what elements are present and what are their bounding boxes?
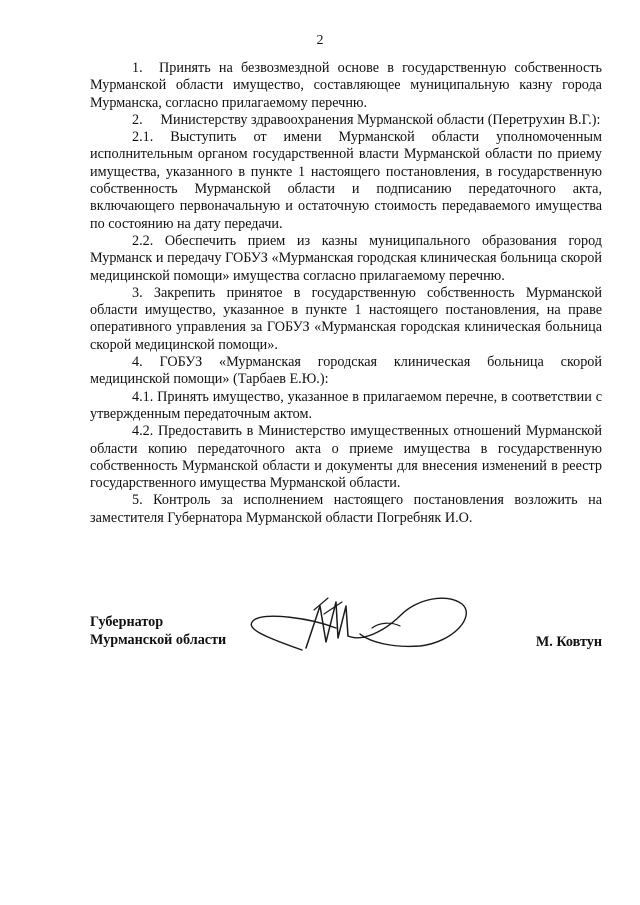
signatory-position xyxy=(90,613,226,649)
paragraph-4-1: 4.1. Принять имущество, указанное в прилагаемом перечне, в соответствии с утвержденным передаточным актом. xyxy=(90,388,602,422)
paragraph-2-2: 2.2. Обеспечить прием из казны муниципального образования город Мурманск и передачу ГОБУЗ «Мурманская городская клиническая больница скорой медицинской помощи» имущества согласно прилагаемому перечню. xyxy=(90,232,602,284)
paragraph-2-1: 2.1. Выступить от имени Мурманской области уполномоченным исполнительным органом государственной власти Мурманской области по приему имущества, указанного в пункте 1 настоящего постановления, в государственную собственность Мурманской области и подписанию передаточного акта, включающего первоначальную и остаточную стоимость передаваемого имущества по состоянию на дату передачи. xyxy=(90,129,602,232)
paragraph-4: 4. ГОБУЗ «Мурманская городская клиническая больница скорой медицинской помощи» (Тарбаев Е.Ю.): xyxy=(90,354,602,388)
document-body xyxy=(90,60,602,527)
paragraph-5: 5. Контроль за исполнением настоящего постановления возложить на заместителя Губернатора Мурманской области Погребняк И.О. xyxy=(90,492,602,526)
signatory-position-line-1: Губернатор xyxy=(90,614,164,630)
paragraph-1: 1. Принять на безвозмездной основе в государственную собственность Мурманской области имущество, составляющее муниципальную казну города Мурманска, согласно прилагаемому перечню. xyxy=(90,60,602,111)
page-number: 2 xyxy=(316,33,324,48)
signatory-name: М. Ковтун xyxy=(535,634,602,650)
paragraph-4-2: 4.2. Предоставить в Министерство имущественных отношений Мурманской области копию передаточного акта о приеме имущества в государственную собственность Мурманской области и документы для внесения изменений в реестр государственного имущества Мурманской области. xyxy=(90,423,602,492)
handwritten-signature xyxy=(232,572,482,682)
paragraph-3: 3. Закрепить принятое в государственную собственность Мурманской области имущество, указанное в пункте 1 настоящего постановления, на праве оперативного управления за ГОБУЗ «Мурманская городская клиническая больница скорой медицинской помощи». xyxy=(90,284,602,353)
signatory-position-line-2: Мурманской области xyxy=(90,632,227,648)
paragraph-2: 2. Министерству здравоохранения Мурманской области (Перетрухин В.Г.): xyxy=(132,111,601,128)
